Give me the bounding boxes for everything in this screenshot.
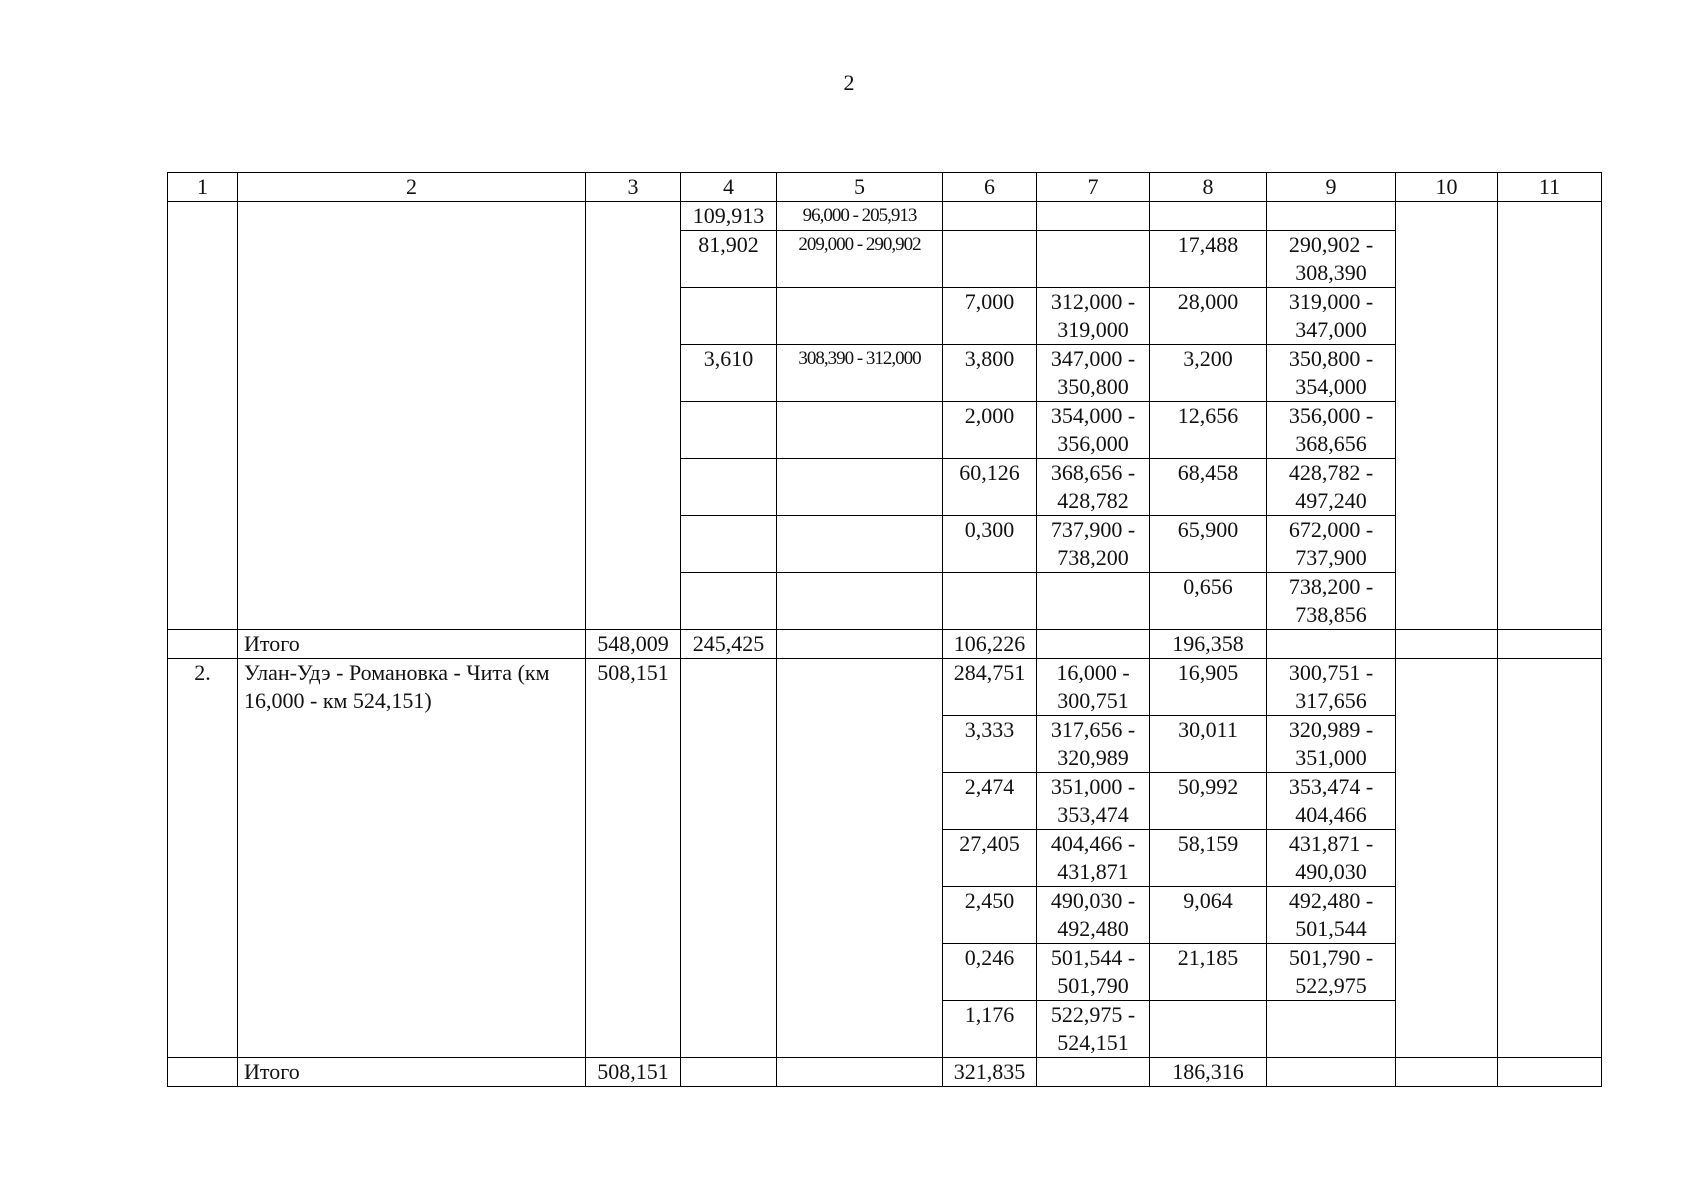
- cell-col6: 27,405: [943, 830, 1037, 887]
- total-col5: [777, 1058, 943, 1087]
- cell-col9: [1267, 1001, 1396, 1058]
- table-row: [168, 202, 1602, 231]
- cell-col6: 2,000: [943, 402, 1037, 459]
- header-cell: 11: [1498, 173, 1602, 202]
- cell-col9: 290,902 - 308,390: [1267, 231, 1396, 288]
- cell-col9: 431,871 - 490,030: [1267, 830, 1396, 887]
- page-number: 2: [843, 70, 855, 95]
- cell-col9: 428,782 - 497,240: [1267, 459, 1396, 516]
- cell-col8: 30,011: [1150, 716, 1267, 773]
- cell-col9: 353,474 - 404,466: [1267, 773, 1396, 830]
- cell-col8: 58,159: [1150, 830, 1267, 887]
- cell-col9: 350,800 - 354,000: [1267, 345, 1396, 402]
- header-cell: 1: [168, 173, 238, 202]
- cell-col7: [1037, 202, 1150, 231]
- cell-col8: 9,064: [1150, 887, 1267, 944]
- total-col3: 508,151: [586, 1058, 681, 1087]
- cell-col9: 501,790 - 522,975: [1267, 944, 1396, 1001]
- cell-col6: [943, 573, 1037, 630]
- total-col6: 321,835: [943, 1058, 1037, 1087]
- total-col8: 196,358: [1150, 630, 1267, 659]
- cell-col8: 3,200: [1150, 345, 1267, 402]
- total-col9: [1267, 1058, 1396, 1087]
- cell-col8: 68,458: [1150, 459, 1267, 516]
- length-cell: [586, 202, 681, 630]
- cell-col9: 320,989 - 351,000: [1267, 716, 1396, 773]
- header-cell: 2: [238, 173, 586, 202]
- header-row: [168, 173, 1602, 202]
- cell-col9: 738,200 - 738,856: [1267, 573, 1396, 630]
- cell-col7: 737,900 - 738,200: [1037, 516, 1150, 573]
- cell-col11: [1498, 202, 1602, 630]
- row-number-cell: [168, 202, 238, 630]
- cell-col8: 50,992: [1150, 773, 1267, 830]
- cell-col7: 522,975 - 524,151: [1037, 1001, 1150, 1058]
- cell-col4: [681, 459, 777, 516]
- cell-col7: 404,466 - 431,871: [1037, 830, 1150, 887]
- header-cell: 10: [1396, 173, 1498, 202]
- cell-col9: 319,000 - 347,000: [1267, 288, 1396, 345]
- cell-col8: 17,488: [1150, 231, 1267, 288]
- cell-col7: 354,000 - 356,000: [1037, 402, 1150, 459]
- total-label: Итого: [238, 1058, 586, 1087]
- cell-col7: 368,656 - 428,782: [1037, 459, 1150, 516]
- cell-col5: [777, 402, 943, 459]
- cell-col4: [681, 516, 777, 573]
- row-number-cell: [168, 630, 238, 659]
- cell-col10: [1396, 202, 1498, 630]
- cell-col6: 0,246: [943, 944, 1037, 1001]
- header-cell: 8: [1150, 173, 1267, 202]
- road-name-cell: [238, 202, 586, 630]
- cell-col7: 347,000 - 350,800: [1037, 345, 1150, 402]
- total-col5: [777, 630, 943, 659]
- cell-col6: 2,474: [943, 773, 1037, 830]
- row-number-cell: [168, 1058, 238, 1087]
- cell-col7: 312,000 - 319,000: [1037, 288, 1150, 345]
- total-row: [168, 630, 1602, 659]
- road-name-cell: Улан-Удэ - Романовка - Чита (км 16,000 - км 524,151): [238, 659, 586, 1058]
- cell-col4: [681, 573, 777, 630]
- cell-col9: [1267, 202, 1396, 231]
- cell-col11: [1498, 659, 1602, 1058]
- cell-col6: 3,800: [943, 345, 1037, 402]
- cell-col6: 0,300: [943, 516, 1037, 573]
- cell-col5: 308,390 - 312,000: [777, 345, 943, 402]
- data-table: [167, 172, 1602, 1087]
- cell-col8: [1150, 202, 1267, 231]
- header-cell: 9: [1267, 173, 1396, 202]
- total-col10: [1396, 1058, 1498, 1087]
- cell-col7: 501,544 - 501,790: [1037, 944, 1150, 1001]
- cell-col7: [1037, 573, 1150, 630]
- cell-col4: [681, 288, 777, 345]
- length-cell: 508,151: [586, 659, 681, 1058]
- cell-col5: [777, 288, 943, 345]
- cell-col6: [943, 231, 1037, 288]
- cell-col6: 60,126: [943, 459, 1037, 516]
- cell-col6: 284,751: [943, 659, 1037, 716]
- cell-col8: 16,905: [1150, 659, 1267, 716]
- cell-col5: [777, 659, 943, 1058]
- total-col11: [1498, 1058, 1602, 1087]
- cell-col5: [777, 516, 943, 573]
- cell-col7: 16,000 - 300,751: [1037, 659, 1150, 716]
- total-col10: [1396, 630, 1498, 659]
- header-cell: 3: [586, 173, 681, 202]
- cell-col6: 3,333: [943, 716, 1037, 773]
- cell-col4: [681, 402, 777, 459]
- total-row: [168, 1058, 1602, 1087]
- total-col8: 186,316: [1150, 1058, 1267, 1087]
- cell-col4: 3,610: [681, 345, 777, 402]
- cell-col9: 356,000 - 368,656: [1267, 402, 1396, 459]
- cell-col4: [681, 659, 777, 1058]
- total-label: Итого: [238, 630, 586, 659]
- cell-col9: 492,480 - 501,544: [1267, 887, 1396, 944]
- cell-col6: 2,450: [943, 887, 1037, 944]
- cell-col8: 28,000: [1150, 288, 1267, 345]
- cell-col6: 7,000: [943, 288, 1037, 345]
- cell-col9: 672,000 - 737,900: [1267, 516, 1396, 573]
- cell-col5: [777, 573, 943, 630]
- cell-col6: 1,176: [943, 1001, 1037, 1058]
- total-col4: 245,425: [681, 630, 777, 659]
- row-number-cell: 2.: [168, 659, 238, 1058]
- total-col7: [1037, 630, 1150, 659]
- cell-col4: 109,913: [681, 202, 777, 231]
- cell-col8: 0,656: [1150, 573, 1267, 630]
- total-col9: [1267, 630, 1396, 659]
- cell-col7: 351,000 - 353,474: [1037, 773, 1150, 830]
- total-col4: [681, 1058, 777, 1087]
- cell-col7: 490,030 - 492,480: [1037, 887, 1150, 944]
- cell-col8: [1150, 1001, 1267, 1058]
- cell-col10: [1396, 659, 1498, 1058]
- header-cell: 6: [943, 173, 1037, 202]
- cell-col8: 65,900: [1150, 516, 1267, 573]
- table-row: [168, 659, 1602, 716]
- cell-col5: 209,000 - 290,902: [777, 231, 943, 288]
- cell-col5: 96,000 - 205,913: [777, 202, 943, 231]
- total-col7: [1037, 1058, 1150, 1087]
- header-cell: 5: [777, 173, 943, 202]
- header-cell: 7: [1037, 173, 1150, 202]
- total-col3: 548,009: [586, 630, 681, 659]
- cell-col6: [943, 202, 1037, 231]
- cell-col5: [777, 459, 943, 516]
- total-col11: [1498, 630, 1602, 659]
- cell-col9: 300,751 - 317,656: [1267, 659, 1396, 716]
- cell-col8: 12,656: [1150, 402, 1267, 459]
- cell-col8: 21,185: [1150, 944, 1267, 1001]
- header-cell: 4: [681, 173, 777, 202]
- cell-col7: 317,656 - 320,989: [1037, 716, 1150, 773]
- cell-col7: [1037, 231, 1150, 288]
- cell-col4: 81,902: [681, 231, 777, 288]
- total-col6: 106,226: [943, 630, 1037, 659]
